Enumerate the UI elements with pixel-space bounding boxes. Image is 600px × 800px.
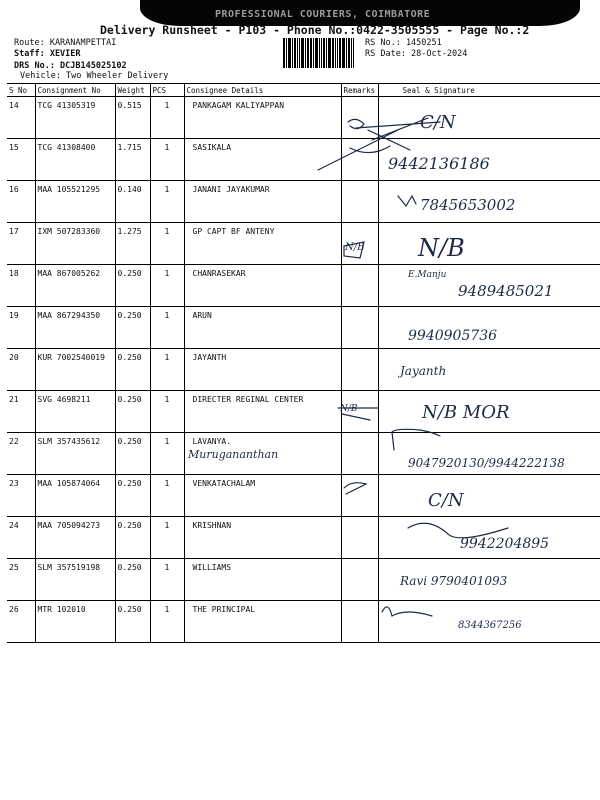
weight-cell: 0.250 [115, 475, 150, 517]
pcs-cell: 1 [150, 433, 184, 475]
consignment-cell: MTR 102010 [35, 601, 115, 643]
pcs-cell: 1 [150, 601, 184, 643]
sno-cell: 19 [7, 307, 35, 349]
handwritten-signature: 9940905736 [408, 328, 498, 344]
weight-cell: 0.250 [115, 349, 150, 391]
pcs-cell: 1 [150, 559, 184, 601]
consignment-cell: IXM 507283360 [35, 223, 115, 265]
handwritten-phone: 9489485021 [458, 282, 554, 300]
column-header: S No [7, 84, 35, 97]
consignment-cell: MAA 705094273 [35, 517, 115, 559]
consignment-cell: MAA 867005262 [35, 265, 115, 307]
consignee-cell: THE PRINCIPAL [184, 601, 341, 643]
column-header: Consignee Details [184, 84, 341, 97]
consignment-cell: MAA 867294350 [35, 307, 115, 349]
sno-cell: 20 [7, 349, 35, 391]
weight-cell: 0.250 [115, 265, 150, 307]
sno-cell: 21 [7, 391, 35, 433]
pcs-cell: 1 [150, 307, 184, 349]
consignee-cell: PANKAGAM KALIYAPPAN [184, 97, 341, 139]
consignee-cell: ARUN [184, 307, 341, 349]
sno-cell: 26 [7, 601, 35, 643]
drs-number: DRS No.: DCJB145025102 [14, 61, 127, 71]
handwritten-phone: 7845653002 [420, 196, 516, 214]
pcs-cell: 1 [150, 391, 184, 433]
page-title: Delivery Runsheet - P103 - Phone No.:0422-3505555 - Page No.:2 [100, 23, 530, 37]
weight-cell: 0.250 [115, 601, 150, 643]
consignee-cell: VENKATACHALAM [184, 475, 341, 517]
sno-cell: 24 [7, 517, 35, 559]
weight-cell: 0.515 [115, 97, 150, 139]
consignment-cell: SLM 357519198 [35, 559, 115, 601]
sno-cell: 25 [7, 559, 35, 601]
column-header: Weight [115, 84, 150, 97]
weight-cell: 0.250 [115, 391, 150, 433]
weight-cell: 0.250 [115, 433, 150, 475]
weight-cell: 0.140 [115, 181, 150, 223]
pcs-cell: 1 [150, 349, 184, 391]
handwritten-phone: 8344367256 [458, 620, 522, 631]
handwritten-phone: 9442136186 [388, 154, 490, 173]
weight-cell: 0.250 [115, 307, 150, 349]
column-header: Consignment No [35, 84, 115, 97]
pcs-cell: 1 [150, 517, 184, 559]
courier-name-fragment: PROFESSIONAL COURIERS, COIMBATORE [215, 9, 431, 20]
sno-cell: 18 [7, 265, 35, 307]
handwritten-signature: Ravi 9790401093 [400, 574, 508, 588]
handwritten-signature: Jayanth [400, 364, 447, 378]
consignee-cell: DIRECTER REGINAL CENTER [184, 391, 341, 433]
column-header: Remarks [341, 84, 378, 97]
handwritten-signature: N/B [418, 234, 465, 262]
consignment-cell: MAA 105874064 [35, 475, 115, 517]
handwritten-signature: C/N [428, 490, 464, 511]
route-label: Route: KARANAMPETTAI [14, 38, 117, 48]
consignment-cell: KUR 7002540019 [35, 349, 115, 391]
handwritten-remark: N/B [345, 242, 365, 253]
handwritten-name: E.Manju [408, 270, 447, 280]
staff-label: Staff: XEVIER [14, 49, 81, 59]
sno-cell: 14 [7, 97, 35, 139]
weight-cell: 0.250 [115, 517, 150, 559]
column-header: Seal & Signature [378, 84, 600, 97]
vehicle-label: Vehicle: Two Wheeler Delivery [20, 71, 169, 81]
sno-cell: 23 [7, 475, 35, 517]
consignee-cell: WILLIAMS [184, 559, 341, 601]
consignment-cell: TCG 41305319 [35, 97, 115, 139]
consignee-cell: GP CAPT BF ANTENY [184, 223, 341, 265]
sno-cell: 22 [7, 433, 35, 475]
pcs-cell: 1 [150, 475, 184, 517]
handwritten-consignee: Murugananthan [188, 448, 279, 461]
consignment-cell: SLM 357435612 [35, 433, 115, 475]
weight-cell: 0.250 [115, 559, 150, 601]
sno-cell: 17 [7, 223, 35, 265]
handwritten-signature: C/N [420, 112, 456, 133]
consignee-cell: CHANRASEKAR [184, 265, 341, 307]
pcs-cell: 1 [150, 139, 184, 181]
weight-cell: 1.275 [115, 223, 150, 265]
rs-number: RS No.: 1450251 [365, 38, 442, 48]
consignment-cell: MAA 105521295 [35, 181, 115, 223]
handwritten-remark: N/B [340, 404, 358, 414]
pcs-cell: 1 [150, 181, 184, 223]
consignee-cell: JAYANTH [184, 349, 341, 391]
consignment-cell: SVG 4698211 [35, 391, 115, 433]
rs-date: RS Date: 28-Oct-2024 [365, 49, 468, 59]
handwritten-signature: N/B MOR [422, 402, 510, 423]
consignee-cell: LAVANYA. [184, 433, 341, 475]
pcs-cell: 1 [150, 223, 184, 265]
sno-cell: 16 [7, 181, 35, 223]
consignee-cell: SASIKALA [184, 139, 341, 181]
pcs-cell: 1 [150, 97, 184, 139]
pcs-cell: 1 [150, 265, 184, 307]
handwritten-phone: 9942204895 [460, 536, 550, 552]
handwritten-phone: 9047920130/9944222138 [408, 456, 565, 470]
weight-cell: 1.715 [115, 139, 150, 181]
consignee-cell: JANANI JAYAKUMAR [184, 181, 341, 223]
consignee-cell: KRISHNAN [184, 517, 341, 559]
sno-cell: 15 [7, 139, 35, 181]
consignment-cell: TCG 41308400 [35, 139, 115, 181]
column-header: PCS [150, 84, 184, 97]
